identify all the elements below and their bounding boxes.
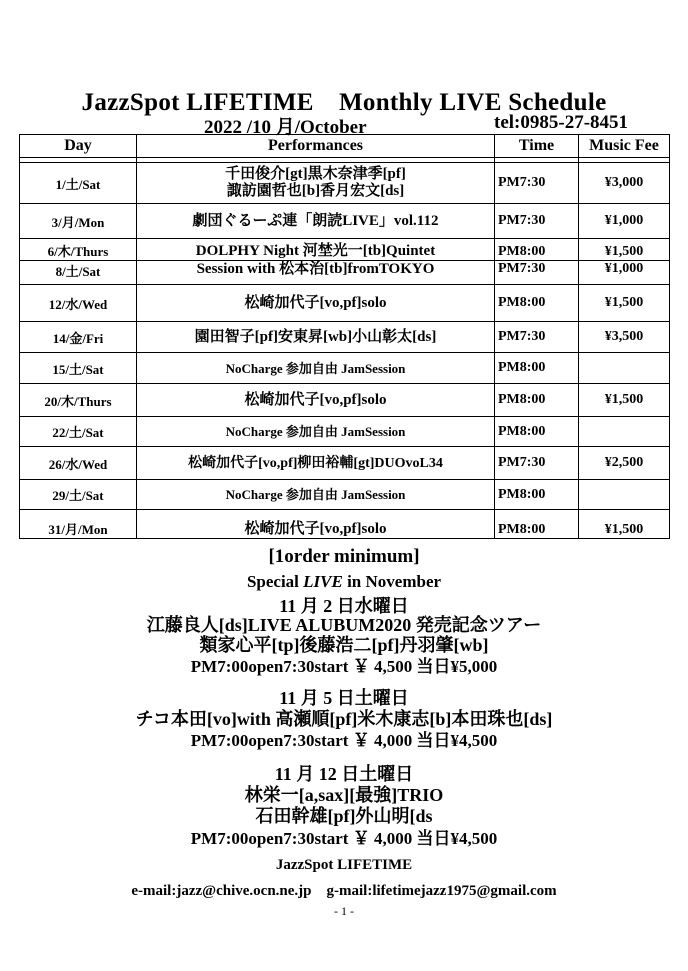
phone-number: tel:0985-27-8451 — [494, 112, 629, 133]
event-1-price: PM7:00open7:30start ￥ 4,500 当日¥5,000 — [190, 657, 498, 676]
row-performance: NoCharge 参加自由 JamSession — [137, 417, 495, 447]
row-day: 6/木/Thurs — [20, 239, 137, 261]
order-minimum-note: [1order minimum] — [268, 546, 420, 567]
row-fee: ¥3,500 — [579, 322, 670, 353]
row-time: PM8:00 — [495, 417, 579, 447]
event-1-date: 11 月 2 日水曜日 — [279, 596, 409, 616]
schedule-table — [19, 134, 670, 539]
row-performance: 松崎加代子[vo,pf]solo — [137, 510, 495, 539]
row-time: PM8:00 — [495, 384, 579, 417]
row-time: PM7:30 — [495, 261, 579, 285]
row-time: PM7:30 — [495, 447, 579, 480]
table-row — [20, 239, 670, 261]
table-row — [20, 510, 670, 539]
row-day: 8/土/Sat — [20, 261, 137, 285]
row-time: PM7:30 — [495, 322, 579, 353]
row-fee: ¥1,500 — [579, 285, 670, 322]
row-performance: 松崎加代子[vo,pf]solo — [137, 285, 495, 322]
row-performance: 松崎加代子[vo,pf]柳田裕輔[gt]DUOvoL34 — [137, 447, 495, 480]
schedule-month: 2022 /10 月/October — [204, 117, 367, 138]
row-fee — [579, 353, 670, 384]
row-time: PM8:00 — [495, 510, 579, 539]
column-header-fee: Music Fee — [579, 135, 670, 158]
row-performance: Session with 松本治[tb]fromTOKYO — [137, 261, 495, 285]
row-time: PM8:00 — [495, 239, 579, 261]
table-row — [20, 447, 670, 480]
row-performance-line1: 千田俊介[gt]黒木奈津季[pf] — [225, 166, 406, 182]
event-2-date: 11 月 5 日土曜日 — [279, 688, 409, 708]
table-row — [20, 353, 670, 384]
event-2-line1: チコ本田[vo]with 高瀬順[pf]米木康志[b]本田珠也[ds] — [135, 709, 553, 729]
table-row — [20, 384, 670, 417]
column-header-day: Day — [20, 135, 137, 158]
table-row — [20, 204, 670, 239]
table-row — [20, 322, 670, 353]
row-performance: NoCharge 参加自由 JamSession — [137, 480, 495, 510]
column-header-performances: Performances — [137, 135, 495, 158]
special-heading-pre: Special — [246, 572, 304, 591]
footer-emails: e-mail:jazz@chive.ocn.ne.jp g-mail:lifetimejazz1975@gmail.com — [131, 883, 557, 899]
row-performance — [137, 163, 495, 204]
row-day: 1/土/Sat — [20, 163, 137, 204]
row-performance: DOLPHY Night 河埜光一[tb]Quintet — [137, 239, 495, 261]
row-performance: 松崎加代子[vo,pf]solo — [137, 384, 495, 417]
special-live-heading — [0, 572, 688, 592]
row-day: 26/水/Wed — [20, 447, 137, 480]
column-header-time: Time — [495, 135, 579, 158]
row-day: 31/月/Mon — [20, 510, 137, 539]
row-fee: ¥2,500 — [579, 447, 670, 480]
row-day: 12/水/Wed — [20, 285, 137, 322]
event-3-date: 11 月 12 日土曜日 — [274, 764, 414, 784]
page-title: JazzSpot LIFETIME Monthly LIVE Schedule — [81, 89, 607, 116]
table-row — [20, 285, 670, 322]
special-heading-live: LIVE — [303, 572, 343, 591]
row-time: PM8:00 — [495, 480, 579, 510]
row-day: 14/金/Fri — [20, 322, 137, 353]
row-time: PM8:00 — [495, 353, 579, 384]
event-3-line2: 石田幹雄[pf]外山明[ds — [255, 806, 433, 826]
table-header-row — [20, 135, 670, 158]
row-performance: 劇団ぐるーぷ連「朗読LIVE」vol.112 — [137, 204, 495, 239]
row-fee: ¥1,500 — [579, 510, 670, 539]
row-fee — [579, 480, 670, 510]
row-fee: ¥1,000 — [579, 261, 670, 285]
table-row — [20, 480, 670, 510]
event-2-price: PM7:00open7:30start ￥ 4,000 当日¥4,500 — [190, 731, 498, 750]
row-day: 29/土/Sat — [20, 480, 137, 510]
table-row — [20, 261, 670, 285]
page-number: - 1 - — [334, 904, 354, 918]
row-time: PM8:00 — [495, 285, 579, 322]
row-day: 3/月/Mon — [20, 204, 137, 239]
footer-venue: JazzSpot LIFETIME — [275, 857, 413, 873]
row-performance-line2: 諏訪園哲也[b]香月宏文[ds] — [226, 183, 405, 199]
row-performance: NoCharge 参加自由 JamSession — [137, 353, 495, 384]
table-row — [20, 417, 670, 447]
row-fee: ¥1,500 — [579, 239, 670, 261]
row-day: 20/木/Thurs — [20, 384, 137, 417]
row-time: PM7:30 — [495, 163, 579, 204]
row-fee: ¥1,500 — [579, 384, 670, 417]
event-3-line1: 林栄一[a,sax][最強]TRIO — [244, 785, 444, 805]
row-fee: ¥1,000 — [579, 204, 670, 239]
row-fee — [579, 417, 670, 447]
row-performance: 園田智子[pf]安東昇[wb]小山彰太[ds] — [137, 322, 495, 353]
special-heading-post: in November — [342, 572, 442, 591]
row-day: 15/土/Sat — [20, 353, 137, 384]
row-day: 22/土/Sat — [20, 417, 137, 447]
row-time: PM7:30 — [495, 204, 579, 239]
event-1-line2: 類家心平[tp]後藤浩二[pf]丹羽肇[wb] — [199, 635, 489, 655]
table-row — [20, 163, 670, 204]
event-1-line1: 江藤良人[ds]LIVE ALUBUM2020 発売記念ツアー — [146, 615, 542, 635]
event-3-price: PM7:00open7:30start ￥ 4,000 当日¥4,500 — [190, 829, 498, 848]
row-fee: ¥3,000 — [579, 163, 670, 204]
